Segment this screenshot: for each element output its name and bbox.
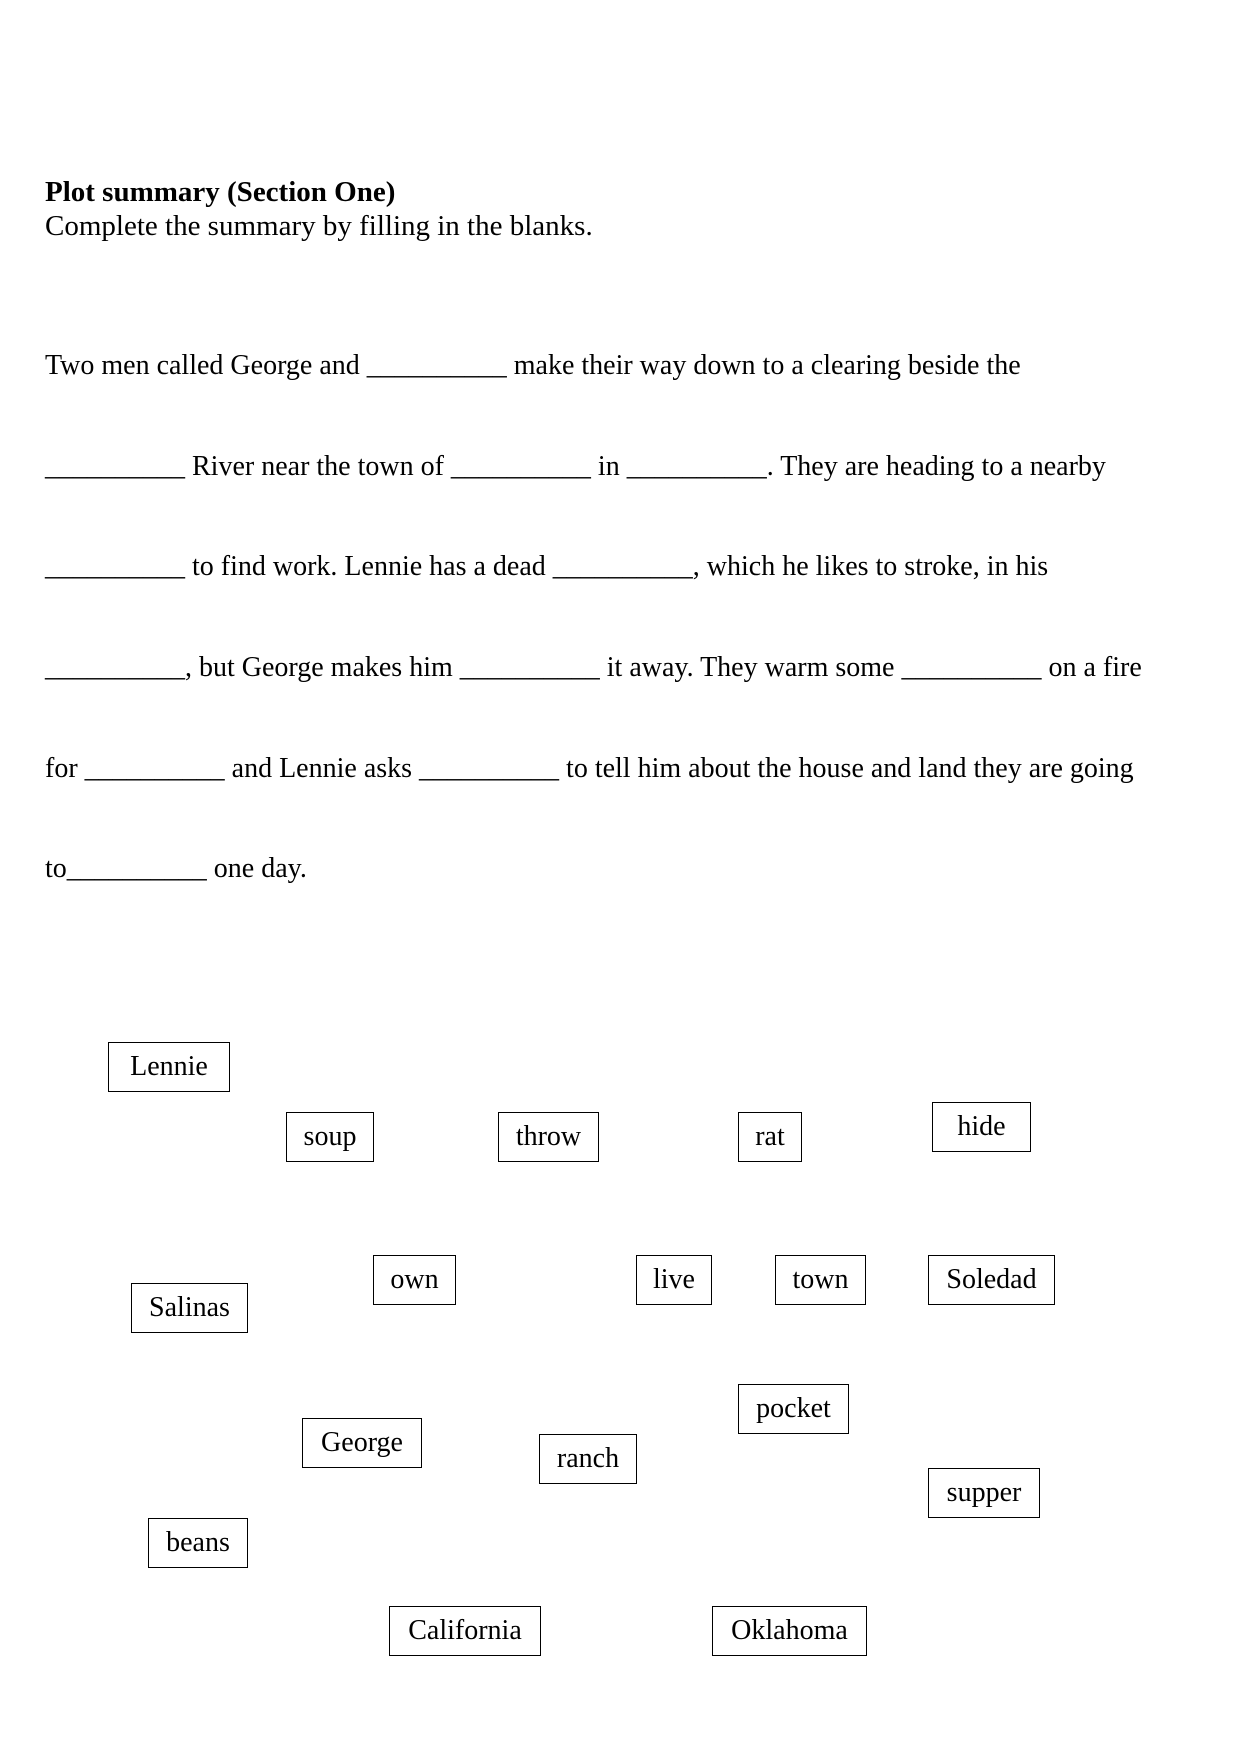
summary-line-1: Two men called George and __________ make their way down to a clearing beside the — [45, 350, 1021, 381]
word-card-live[interactable]: live — [636, 1255, 712, 1305]
word-card-soup[interactable]: soup — [286, 1112, 374, 1162]
word-card-pocket[interactable]: pocket — [738, 1384, 849, 1434]
summary-line-6: to__________ one day. — [45, 853, 307, 884]
word-card-oklahoma[interactable]: Oklahoma — [712, 1606, 867, 1656]
word-card-supper[interactable]: supper — [928, 1468, 1040, 1518]
word-card-throw[interactable]: throw — [498, 1112, 599, 1162]
word-card-hide[interactable]: hide — [932, 1102, 1031, 1152]
summary-line-3: __________ to find work. Lennie has a dead __________, which he likes to stroke, in his — [45, 551, 1049, 582]
summary-line-4: __________, but George makes him __________ it away. They warm some __________ on a fire — [45, 652, 1142, 683]
word-card-rat[interactable]: rat — [738, 1112, 802, 1162]
word-card-salinas[interactable]: Salinas — [131, 1283, 248, 1333]
word-card-own[interactable]: own — [373, 1255, 456, 1305]
word-card-george[interactable]: George — [302, 1418, 422, 1468]
word-card-beans[interactable]: beans — [148, 1518, 248, 1568]
word-card-ranch[interactable]: ranch — [539, 1434, 637, 1484]
summary-line-2: __________ River near the town of __________ in __________. They are heading to a nearby — [45, 451, 1106, 482]
summary-line-5: for __________ and Lennie asks __________ to tell him about the house and land they are going — [45, 753, 1134, 784]
word-card-lennie[interactable]: Lennie — [108, 1042, 230, 1092]
word-card-town[interactable]: town — [775, 1255, 866, 1305]
worksheet-title: Plot summary (Section One) — [45, 176, 396, 208]
worksheet-instruction: Complete the summary by filling in the blanks. — [45, 210, 593, 242]
word-card-california[interactable]: California — [389, 1606, 541, 1656]
word-card-soledad[interactable]: Soledad — [928, 1255, 1055, 1305]
